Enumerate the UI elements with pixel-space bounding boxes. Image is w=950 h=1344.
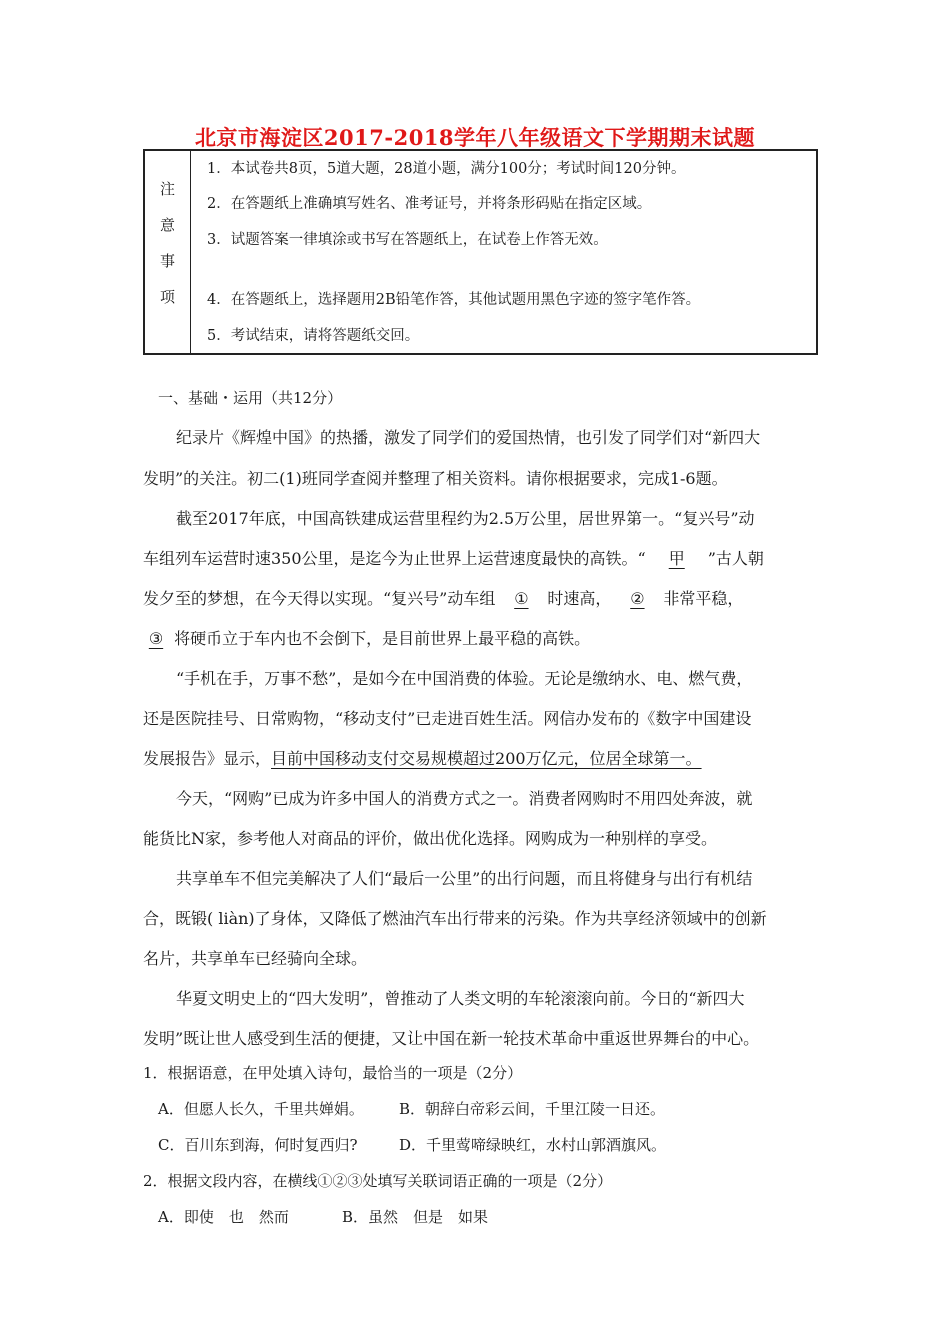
q1-option-b: B．朝辞白帝彩云间，千里江陵一日还。 (399, 1100, 666, 1118)
p2-text: 发展报告》显示， (143, 749, 272, 768)
notice-label-char: 注 (159, 180, 175, 198)
p2-line: 还是医院挂号、日常购物，“移动支付”已走进百姓生活。网信办发布的《数字中国建设 (143, 709, 752, 728)
notice-item-4: 4．在答题纸上，选择题用2B铅笔作答，其他试题用黑色字迹的签字笔作答。 (207, 292, 701, 308)
notice-item-3: 3．试题答案一律填涂或书写在答题纸上，在试卷上作答无效。 (207, 232, 608, 248)
p2-line (143, 746, 702, 769)
notice-box (143, 149, 818, 355)
q1-option-a: A．但愿人长久，千里共婵娟。 (158, 1100, 364, 1118)
p4-line: 共享单车不但完美解决了人们“最后一公里”的出行问题，而且将健身与出行有机结 (176, 869, 753, 888)
blank-2: ② (630, 589, 645, 608)
p1-line (143, 546, 764, 569)
p1-line (143, 586, 743, 609)
notice-item-5: 5．考试结束，请将答题纸交回。 (207, 328, 420, 344)
page-title: 北京市海淀区2017-2018学年八年级语文下学期期末试题 (194, 125, 756, 150)
notice-label-char: 事 (159, 252, 175, 270)
p4-line: 名片，共享单车已经骑向全球。 (143, 949, 368, 968)
q1-option-d: D．千里莺啼绿映红，水村山郭酒旗风。 (399, 1136, 667, 1154)
p3-line: 今天，“网购”已成为许多中国人的消费方式之一。消费者网购时不用四处奔波，就 (176, 789, 753, 808)
p2-line: “手机在手，万事不愁”，是如今在中国消费的体验。无论是缴纳水、电、燃气费， (176, 669, 753, 688)
q1-stem: 1．根据语意，在甲处填入诗句，最恰当的一项是（2分） (143, 1064, 523, 1082)
blank-1: ① (514, 589, 529, 608)
intro-line: 发明”的关注。初二(1)班同学查阅并整理了相关资料。请你根据要求，完成1-6题。 (143, 469, 728, 488)
notice-items (191, 151, 816, 353)
p4-line: 合，既锻( liàn)了身体，又降低了燃油汽车出行带来的污染。作为共享经济领域中的创新 (143, 909, 767, 928)
p5-line: 发明”既让世人感受到生活的便捷，又让中国在新一轮技术革命中重返世界舞台的中心。 (143, 1029, 760, 1048)
q2-stem: 2．根据文段内容，在横线①②③处填写关联词语正确的一项是（2分） (143, 1172, 613, 1190)
p5-line: 华夏文明史上的“四大发明”，曾推动了人类文明的车轮滚滚向前。今日的“新四大 (176, 989, 745, 1008)
notice-label-char: 项 (159, 288, 175, 306)
intro-line: 纪录片《辉煌中国》的热播，激发了同学们的爱国热情，也引发了同学们对“新四大 (176, 428, 761, 447)
p1-line: 截至2017年底，中国高铁建成运营里程约为2.5万公里，居世界第一。“复兴号”动 (176, 509, 755, 528)
p1-text: 发夕至的梦想，在今天得以实现。“复兴号”动车组 (143, 589, 496, 608)
blank-3: ③ (148, 629, 164, 648)
notice-label (145, 151, 191, 353)
blank-jia: 甲 (668, 549, 685, 568)
underlined-sentence: 目前中国移动支付交易规模超过200万亿元，位居全球第一。 (271, 749, 702, 768)
notice-item-1: 1．本试卷共8页，5道大题，28道小题，满分100分；考试时间120分钟。 (207, 161, 686, 177)
q2-option-b: B．虽然 但是 如果 (342, 1208, 489, 1226)
p1-text: 将硬币立于车内也不会倒下，是目前世界上最平稳的高铁。 (169, 629, 591, 648)
p3-line: 能货比N家，参考他人对商品的评价，做出优化选择。网购成为一种别样的享受。 (143, 829, 718, 848)
p1-text: 车组列车运营时速350公里，是迄今为止世界上运营速度最快的高铁。“ (143, 549, 646, 568)
p1-text: 时速高， (547, 589, 612, 608)
q2-option-a: A．即使 也 然而 (158, 1208, 289, 1226)
q1-option-c: C．百川东到海，何时复西归? (158, 1136, 358, 1154)
section-heading: 一、基础・运用（共12分） (158, 389, 343, 407)
notice-item-2: 2．在答题纸上准确填写姓名、准考证号，并将条形码贴在指定区域。 (207, 196, 652, 212)
p1-text: ”古人朝 (707, 549, 764, 568)
p1-text: 非常平稳， (663, 589, 744, 608)
notice-label-char: 意 (159, 216, 175, 234)
p1-line (143, 626, 590, 649)
